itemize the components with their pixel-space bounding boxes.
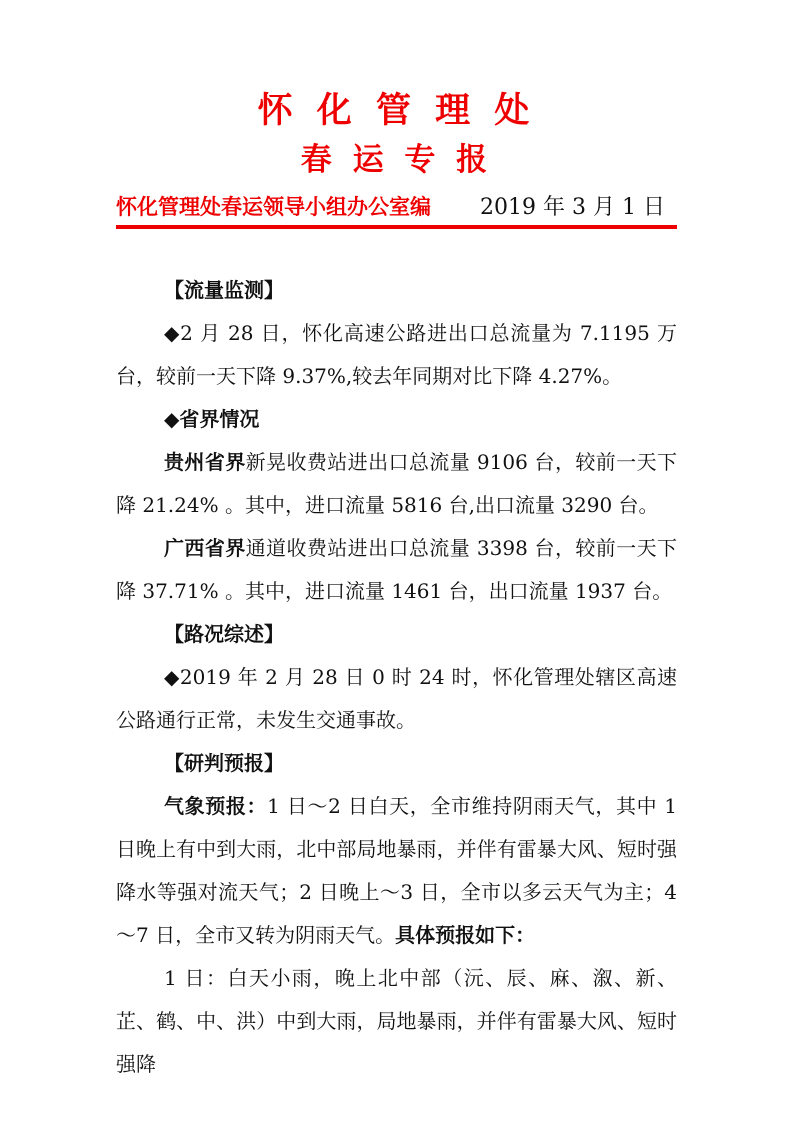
para-day1-forecast	[116, 957, 677, 1086]
para-flow-summary	[116, 312, 677, 398]
subsection-heading-province-border: ◆省界情况	[164, 407, 260, 431]
guizhou-border-label: 贵州省界	[164, 450, 246, 474]
byline-editor: 怀化管理处春运领导小组办公室编	[116, 195, 431, 219]
header-divider-rule	[116, 225, 677, 229]
byline-row	[116, 190, 677, 221]
guangxi-border-text: 通道收费站进出口总流量 3398 台，较前一天下降 37.71% 。其中，进口流量 1461 台，出口流量 1937 台。	[116, 536, 677, 603]
para-day1-forecast-text: 1 日：白天小雨，晚上北中部（沅、辰、麻、溆、新、芷、鹤、中、洪）中到大雨，局地暴雨，并伴有雷暴大风、短时强降	[116, 966, 677, 1076]
doc-title-line1: 怀 化 管 理 处	[257, 91, 536, 131]
para-guizhou-border	[116, 441, 677, 527]
para-road-conditions	[116, 656, 677, 742]
para-road-conditions-text: ◆2019 年 2 月 28 日 0 时 24 时，怀化管理处辖区高速公路通行正常，未发生交通事故。	[116, 665, 677, 732]
para-weather-forecast	[116, 785, 677, 957]
para-guangxi-border	[116, 527, 677, 613]
section-heading-road-conditions: 【路况综述】	[164, 622, 284, 646]
section-heading-flow-monitoring: 【流量监测】	[164, 278, 284, 302]
weather-forecast-text: 1 日～2 日白天，全市维持阴雨天气，其中 1 日晚上有中到大雨，北中部局地暴雨，并伴有雷暴大风、短时强降水等强对流天气；2 日晚上～3 日，全市以多云天气为主；4～7 日，全市又转为阴雨天气。	[116, 794, 678, 947]
weather-forecast-label: 气象预报：	[164, 794, 268, 818]
section-heading-forecast: 【研判预报】	[164, 751, 284, 775]
detailed-forecast-label: 具体预报如下：	[395, 923, 536, 947]
guangxi-border-label: 广西省界	[164, 536, 246, 560]
para-flow-summary-text: ◆2 月 28 日，怀化高速公路进出口总流量为 7.1195 万台，较前一天下降 9.37%,较去年同期对比下降 4.27%。	[116, 321, 677, 388]
doc-title-line2: 春 运 专 报	[300, 142, 493, 178]
masthead	[116, 92, 677, 229]
guizhou-border-text: 新晃收费站进出口总流量 9106 台，较前一天下降 21.24% 。其中，进口流量 5816 台,出口流量 3290 台。	[116, 450, 677, 517]
document-body	[116, 269, 677, 1086]
byline-date: 2019 年 3 月 1 日	[480, 195, 665, 220]
